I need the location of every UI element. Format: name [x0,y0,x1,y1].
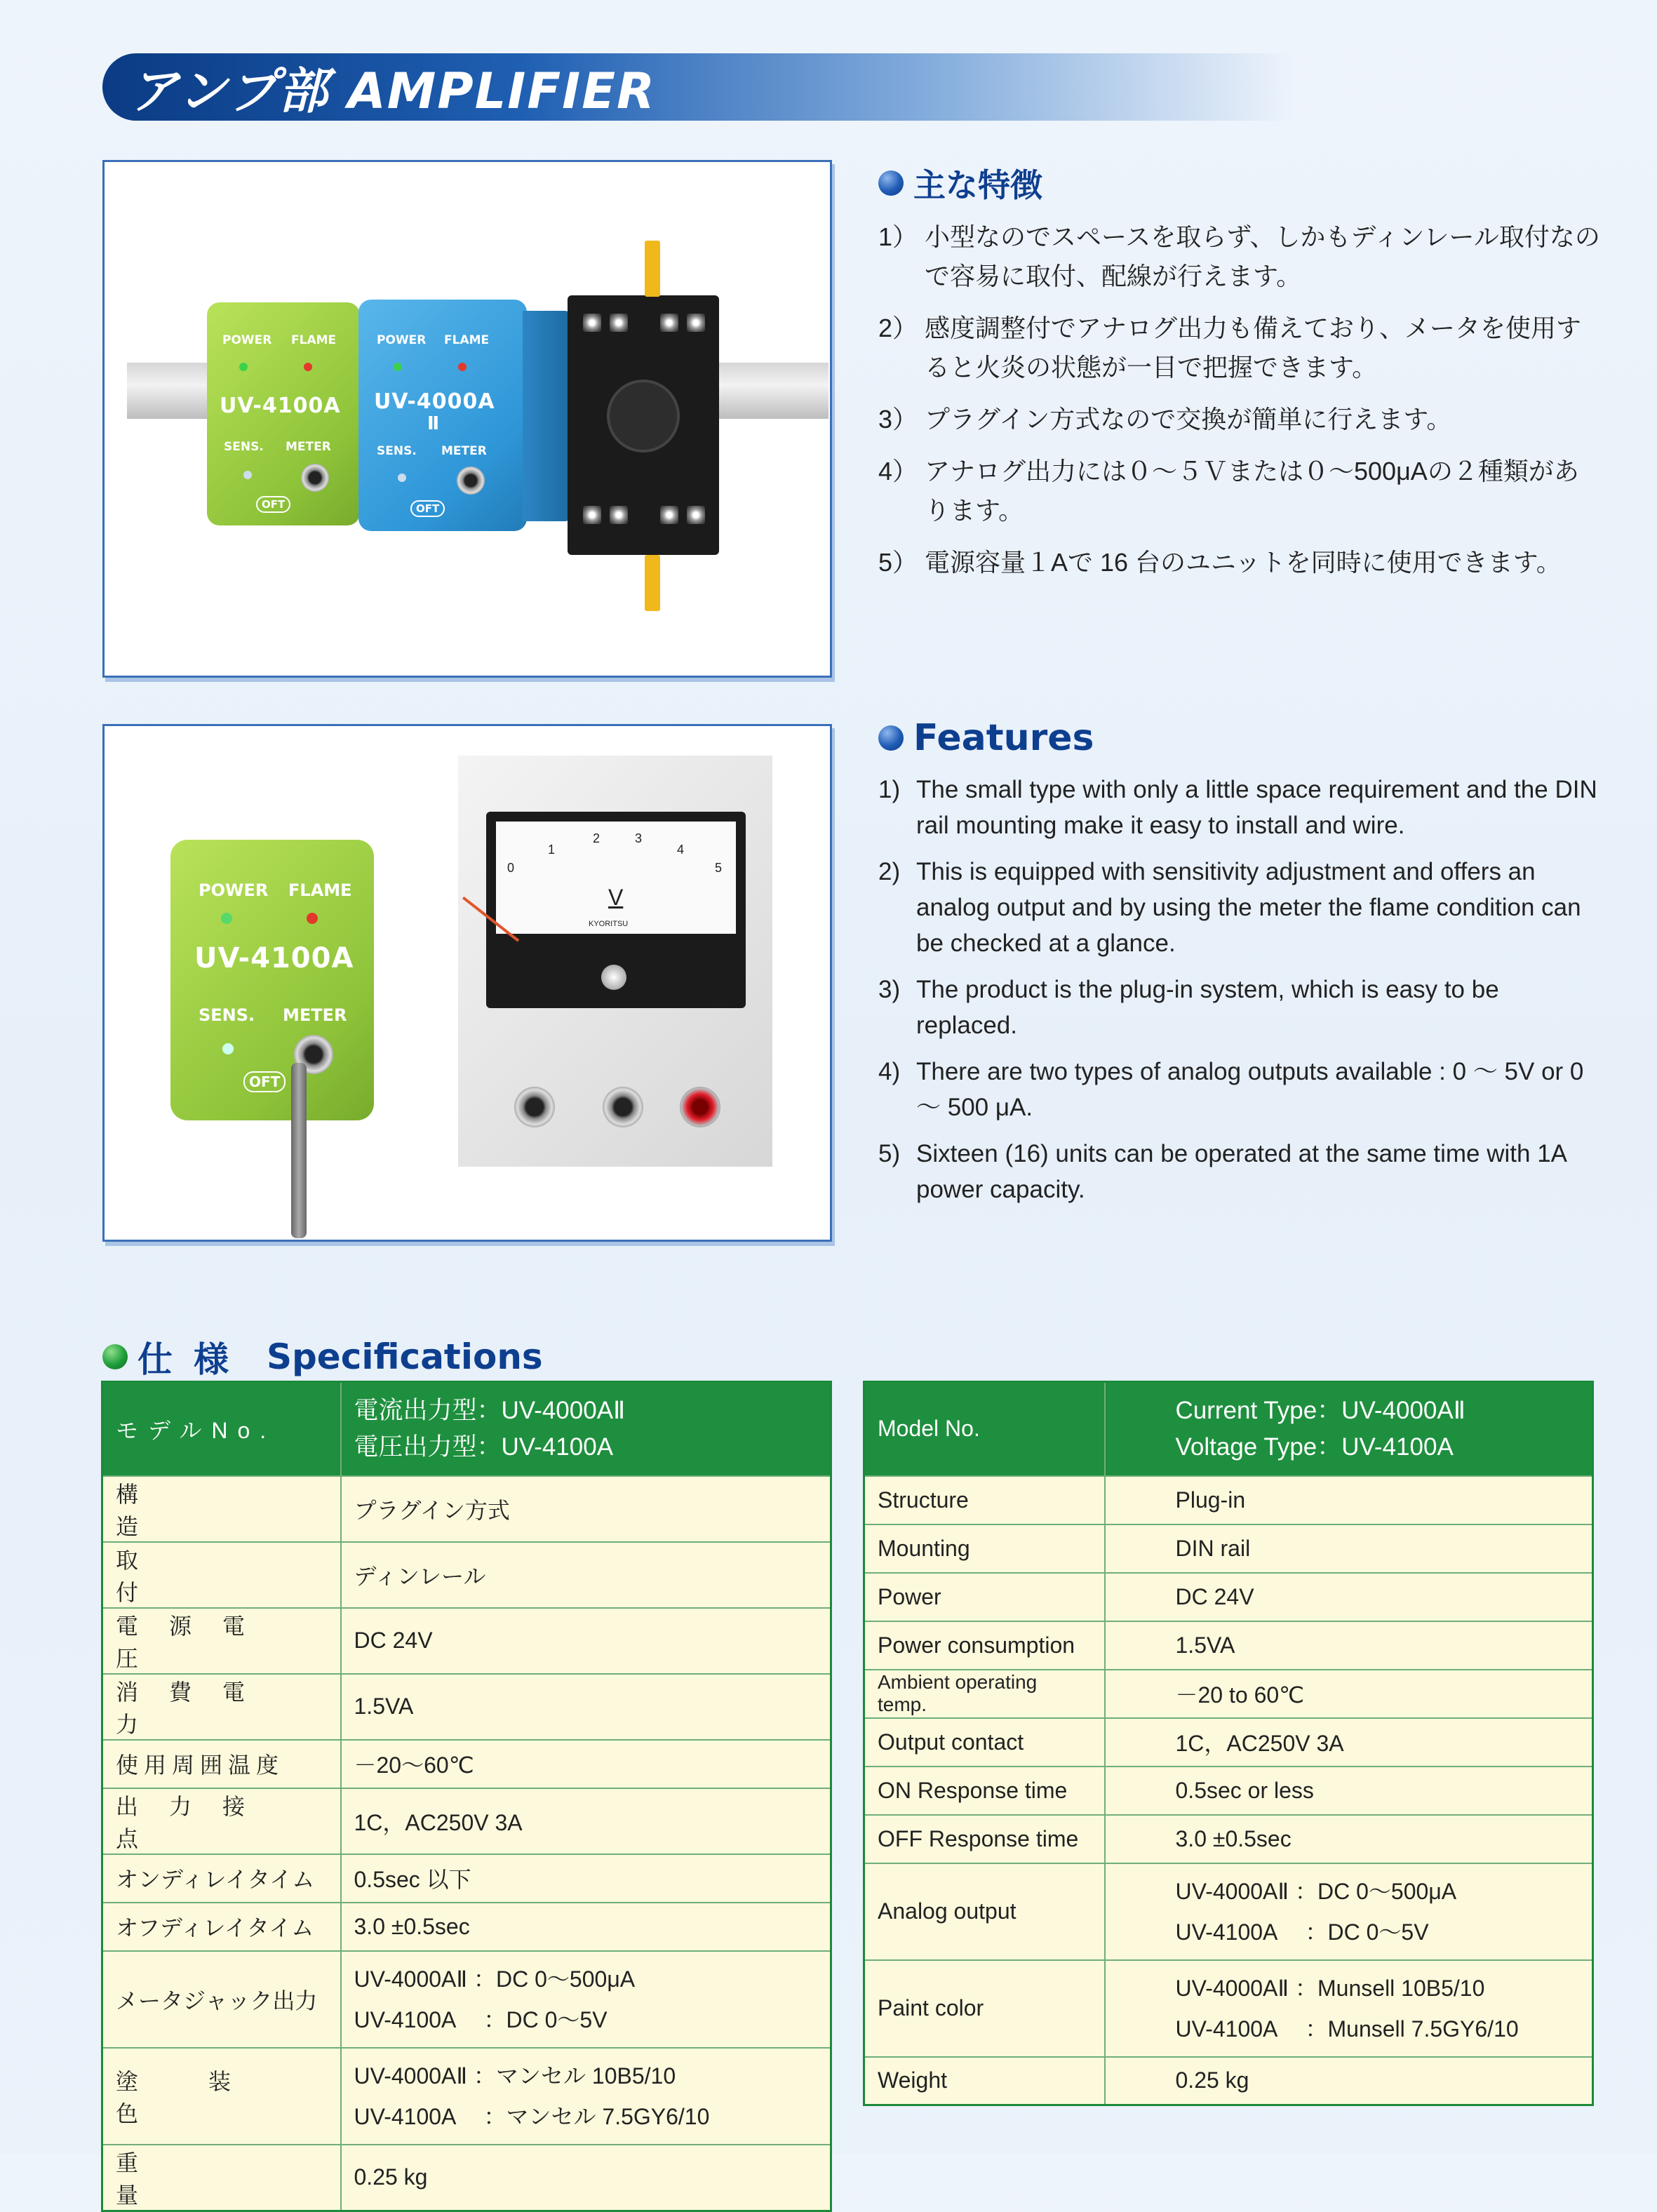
item-number: 2） [878,314,918,342]
meter-label: METER [283,1005,347,1025]
row-value: 1C，AC250V 3A [1105,1718,1593,1767]
row-value: 0.5sec or less [1105,1767,1593,1815]
plug-in-socket [568,295,719,555]
row-value: 1.5VA [1105,1621,1593,1670]
meter-tick-label: 3 [635,831,643,845]
model-label: UV-4000A [374,389,495,414]
terminal-screw-icon [687,506,705,524]
row-value: 1.5VA [341,1674,831,1740]
flame-label: FLAME [288,880,352,900]
sens-label: SENS. [224,440,264,454]
spec-heading-en: Specifications [267,1336,543,1377]
meter-unit: V [608,885,624,910]
model-voltage: 電圧出力型：UV-4100A [354,1433,614,1461]
item-number: 5） [878,548,918,577]
table-row [102,1608,831,1674]
table-header-row [102,1382,831,1476]
panel-jack-icon [603,1087,643,1127]
terminal-screw-icon [610,314,628,332]
table-row [864,1960,1593,2057]
list-item [878,217,1601,296]
table-row [864,1815,1593,1863]
features-en-list [878,772,1601,1218]
power-led-icon [221,913,232,924]
photo-amplifiers-on-rail [102,160,832,678]
paint-value: UV-4000AⅡ ：Munsell 10B5/10 [1175,1975,1485,2001]
power-label: POWER [222,333,272,347]
item-text: 感度調整付でアナログ出力も備えており、メータを使用すると火炎の状態が一目で把握できます。 [925,314,1582,382]
list-item [878,309,1601,387]
table-row [864,1621,1593,1670]
red-terminal-icon [680,1087,720,1127]
table-row [864,1670,1593,1718]
row-label: Structure [864,1476,1105,1524]
row-value: DC 24V [341,1608,831,1674]
terminal-screw-icon [687,314,705,332]
spec-table-en [863,1381,1594,2106]
table-row [102,1674,831,1740]
row-value: －20～60℃ [341,1740,831,1788]
row-label: Power [864,1573,1105,1621]
row-value: 0.25 kg [341,2145,831,2211]
flame-led-icon [304,363,312,371]
meter-tick-label: 5 [715,861,723,875]
row-label: Analog output [864,1863,1105,1960]
item-number: 1) [878,776,901,803]
list-item [878,1136,1601,1207]
item-text: There are two types of analog outputs available : 0 ～ 5V or 0 ～ 500 μA. [916,1058,1584,1121]
table-row [102,1854,831,1903]
flame-label: FLAME [291,333,337,347]
specifications-heading [102,1332,543,1382]
row-value [341,2048,831,2145]
sens-label: SENS. [377,444,417,458]
row-value: Plug-in [1105,1476,1593,1524]
model-current: 電流出力型：UV-4000AⅡ [354,1396,626,1424]
row-label: OFF Response time [864,1815,1105,1863]
bullet-icon [878,725,904,751]
device-uv4100a [207,302,360,525]
meter-brand: KYORITSU [589,920,629,928]
item-text: This is equipped with sensitivity adjustment and offers an analog output and by using the meter the flame condition can be checked at a glance. [916,858,1581,957]
row-value: 3.0 ±0.5sec [1105,1815,1593,1863]
row-label: 使用周囲温度 [102,1740,341,1788]
page-title: アンプ部 AMPLIFIER [129,62,656,120]
table-row [864,1476,1593,1524]
bullet-icon [102,1344,128,1369]
row-label: Weight [864,2057,1105,2105]
power-label: POWER [199,880,269,900]
socket-pin-holder [607,380,680,453]
row-value: 0.5sec 以下 [341,1854,831,1903]
meter-label: METER [441,444,487,458]
model-value [341,1382,831,1476]
paint-value: UV-4100A ：マンセル 7.5GY6/10 [354,2103,710,2129]
table-row [102,1903,831,1951]
table-row [864,1573,1593,1621]
table-row [102,1476,831,1542]
list-item [878,543,1601,582]
panel-jack-icon [514,1087,555,1127]
power-led-icon [239,363,248,371]
item-text: プラグイン方式なので交換が簡単に行えます。 [925,405,1452,434]
meter-tick-label: 4 [677,843,685,857]
list-item [878,452,1601,530]
photo-unit-with-meter [102,724,832,1242]
table-row [864,1767,1593,1815]
analog-meter [486,812,746,1008]
analog-value: UV-4100A ：DC 0～5V [1175,1919,1429,1945]
row-label: 塗装色 [102,2048,341,2145]
flame-led-icon [307,913,318,924]
row-value: 1C，AC250V 3A [341,1788,831,1854]
row-value: DIN rail [1105,1524,1593,1573]
table-row [102,1740,831,1788]
item-number: 1） [878,222,918,251]
item-number: 2) [878,858,901,885]
row-label: ON Response time [864,1767,1105,1815]
row-label: メータジャック出力 [102,1951,341,2048]
oft-logo: OFT [256,496,290,513]
list-item [878,972,1601,1043]
meter-scale [496,822,736,934]
spec-table-jp [101,1381,832,2212]
model-voltage: Voltage Type：UV-4100A [1175,1433,1454,1461]
row-label: 構造 [102,1476,341,1542]
sens-knob-icon [243,471,252,479]
row-value: 3.0 ±0.5sec [341,1903,831,1951]
paint-value: UV-4000AⅡ ：マンセル 10B5/10 [354,2063,676,2089]
oft-logo: OFT [243,1071,286,1092]
model-suffix: Ⅱ [427,413,441,434]
meter-panel [458,756,772,1167]
item-number: 5) [878,1140,901,1167]
table-row [102,1788,831,1854]
row-value: －20 to 60℃ [1105,1670,1593,1718]
row-label: オフディレイタイム [102,1903,341,1951]
power-led-icon [394,363,402,371]
meter-tick-label: 0 [507,861,515,875]
row-label: 重量 [102,2145,341,2211]
features-en-title: Features [913,717,1094,759]
features-jp-title: 主な特徴 [913,167,1042,203]
row-label: Power consumption [864,1621,1105,1670]
item-number: 4） [878,457,918,485]
row-label: オンディレイタイム [102,1854,341,1903]
device-side [523,311,572,521]
table-row [102,1951,831,2048]
table-row [864,1863,1593,1960]
paint-value: UV-4100A ：Munsell 7.5GY6/10 [1175,2016,1519,2042]
item-text: 小型なのでスペースを取らず、しかもディンレール取付なので容易に取付、配線が行えます。 [925,222,1600,290]
row-value [341,1951,831,2048]
item-text: 電源容量１Aで 16 台のユニットを同時に使用できます。 [925,548,1562,577]
row-label: Mounting [864,1524,1105,1573]
list-item [878,400,1601,439]
table-row [864,2057,1593,2105]
flame-label: FLAME [444,333,490,347]
model-value [1105,1382,1593,1476]
row-label: Output contact [864,1718,1105,1767]
table-row [102,2048,831,2145]
features-jp-heading [878,160,1042,206]
socket-clip [645,555,660,611]
item-text: The product is the plug-in system, which is easy to be replaced. [916,976,1499,1039]
oft-logo: OFT [410,500,445,517]
row-value [1105,1863,1593,1960]
device-uv4100a [170,840,374,1120]
zero-adjust-icon [601,965,626,990]
row-value: プラグイン方式 [341,1476,831,1542]
model-label: モデルNo. [102,1382,341,1476]
features-jp-list [878,217,1601,595]
terminal-screw-icon [583,314,601,332]
terminal-screw-icon [583,506,601,524]
row-label: Ambient operating temp. [864,1670,1105,1718]
model-current: Current Type：UV-4000AⅡ [1175,1396,1465,1424]
item-number: 3） [878,405,918,434]
item-text: アナログ出力には０～５Ｖまたは０～500μAの２種類があります。 [925,457,1579,525]
terminal-screw-icon [660,506,678,524]
socket-clip [645,241,660,297]
meter-cable [291,1063,307,1238]
analog-value: UV-4000AⅡ ：DC 0～500μA [1175,1878,1457,1904]
row-label: 消費電力 [102,1674,341,1740]
power-label: POWER [377,333,427,347]
table-row [864,1524,1593,1573]
features-en-heading [878,717,1094,759]
model-label: Model No. [864,1382,1105,1476]
row-value: ディンレール [341,1542,831,1608]
row-label: 取付 [102,1542,341,1608]
item-number: 4) [878,1058,901,1085]
model-label: UV-4100A [220,394,341,418]
meter-tick-label: 1 [548,843,556,857]
meter-needle [462,897,519,942]
table-row [102,2145,831,2211]
bullet-icon [878,170,904,196]
table-row [102,1542,831,1608]
sens-knob-icon [398,474,406,482]
table-header-row [864,1382,1593,1476]
spec-heading-jp: 仕様 [137,1339,250,1380]
flame-led-icon [458,363,467,371]
table-row [864,1718,1593,1767]
analog-value: UV-4100A ：DC 0～5V [354,2006,608,2032]
row-value [1105,1960,1593,2057]
row-label: 出力接点 [102,1788,341,1854]
row-label: Paint color [864,1960,1105,2057]
meter-label: METER [286,440,331,454]
list-item [878,854,1601,961]
row-value: DC 24V [1105,1573,1593,1621]
list-item [878,772,1601,843]
terminal-screw-icon [660,314,678,332]
analog-value: UV-4000AⅡ ：DC 0～500μA [354,1966,636,1992]
row-label: 電源電圧 [102,1608,341,1674]
device-uv4000a2 [358,300,527,531]
meter-jack-icon [457,467,485,495]
model-label: UV-4100A [194,942,354,974]
list-item [878,1054,1601,1125]
item-text: The small type with only a little space requirement and the DIN rail mounting make it easy to install and wire. [916,776,1597,839]
terminal-screw-icon [610,506,628,524]
item-text: Sixteen (16) units can be operated at the same time with 1A power capacity. [916,1140,1567,1203]
sens-knob-icon [222,1043,234,1054]
header-banner [102,53,1295,121]
item-number: 3) [878,976,901,1003]
sens-label: SENS. [199,1005,255,1025]
row-value: 0.25 kg [1105,2057,1593,2105]
meter-jack-icon [301,464,329,492]
meter-tick-label: 2 [593,831,601,845]
